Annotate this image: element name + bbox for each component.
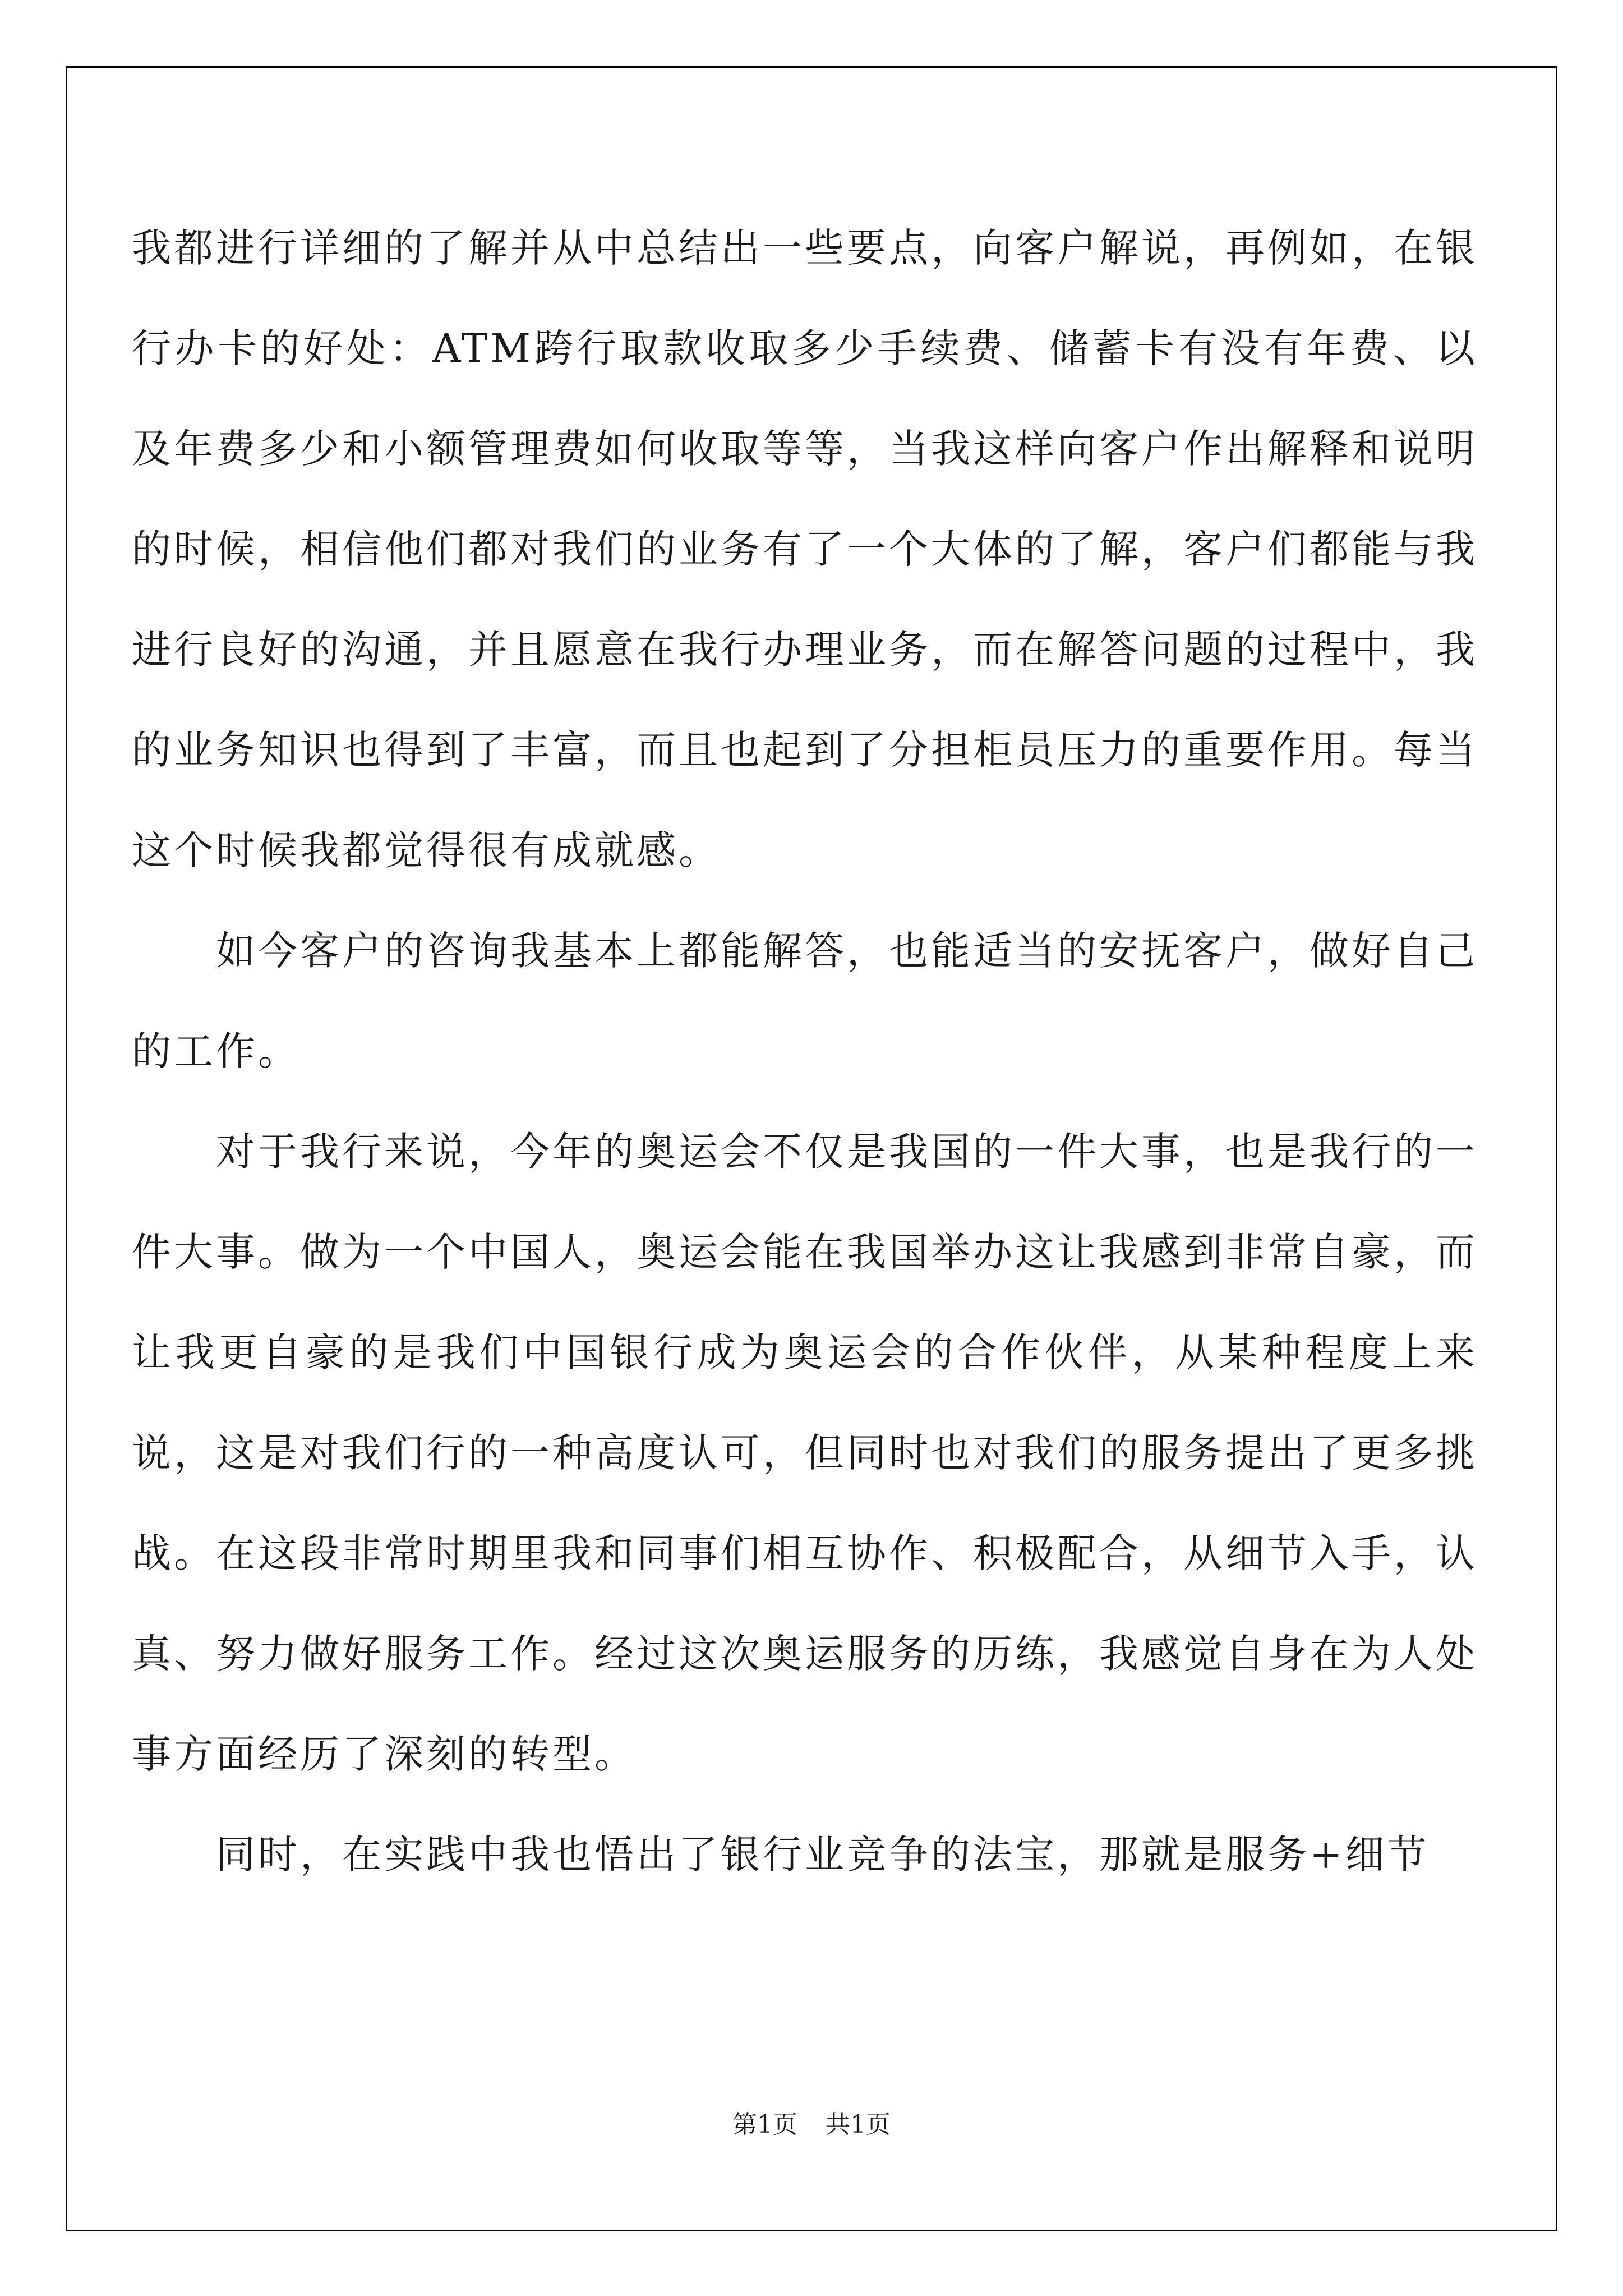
page-number: 第1页 <box>732 2110 797 2139</box>
document-body <box>132 198 1478 1905</box>
paragraph-4: 同时，在实践中我也悟出了银行业竞争的法宝，那就是服务+细节 <box>216 1832 1430 1878</box>
page-footer <box>0 2108 1623 2142</box>
paragraph-2: 如今客户的咨询我基本上都能解答，也能适当的安抚客户，做好自己的工作。 <box>132 928 1478 1074</box>
paragraph-1: 我都进行详细的了解并从中总结出一些要点，向客户解说，再例如，在银行办卡的好处：ATM跨行取款收取多少手续费、储蓄卡有没有年费、以及年费多少和小额管理费如何收取等等，当我这样向客户作出解释和说明的时候，相信他们都对我们的业务有了一个大体的了解，客户们都能与我进行良好的沟通，并且愿意在我行办理业务，而在解答问题的过程中，我的业务知识也得到了丰富，而且也起到了分担柜员压力的重要作用。每当这个时候我都觉得很有成就感。 <box>132 225 1478 873</box>
paragraph-3: 对于我行来说，今年的奥运会不仅是我国的一件大事，也是我行的一件大事。做为一个中国人，奥运会能在我国举办这让我感到非常自豪，而让我更自豪的是我们中国银行成为奥运会的合作伙伴，从某种程度上来说，这是对我们行的一种高度认可，但同时也对我们的服务提出了更多挑战。在这段非常时期里我和同事们相互协作、积极配合，从细节入手，认真、努力做好服务工作。经过这次奥运服务的历练，我感觉自身在为人处事方面经历了深刻的转型。 <box>132 1129 1478 1777</box>
page-total: 共1页 <box>826 2110 891 2139</box>
